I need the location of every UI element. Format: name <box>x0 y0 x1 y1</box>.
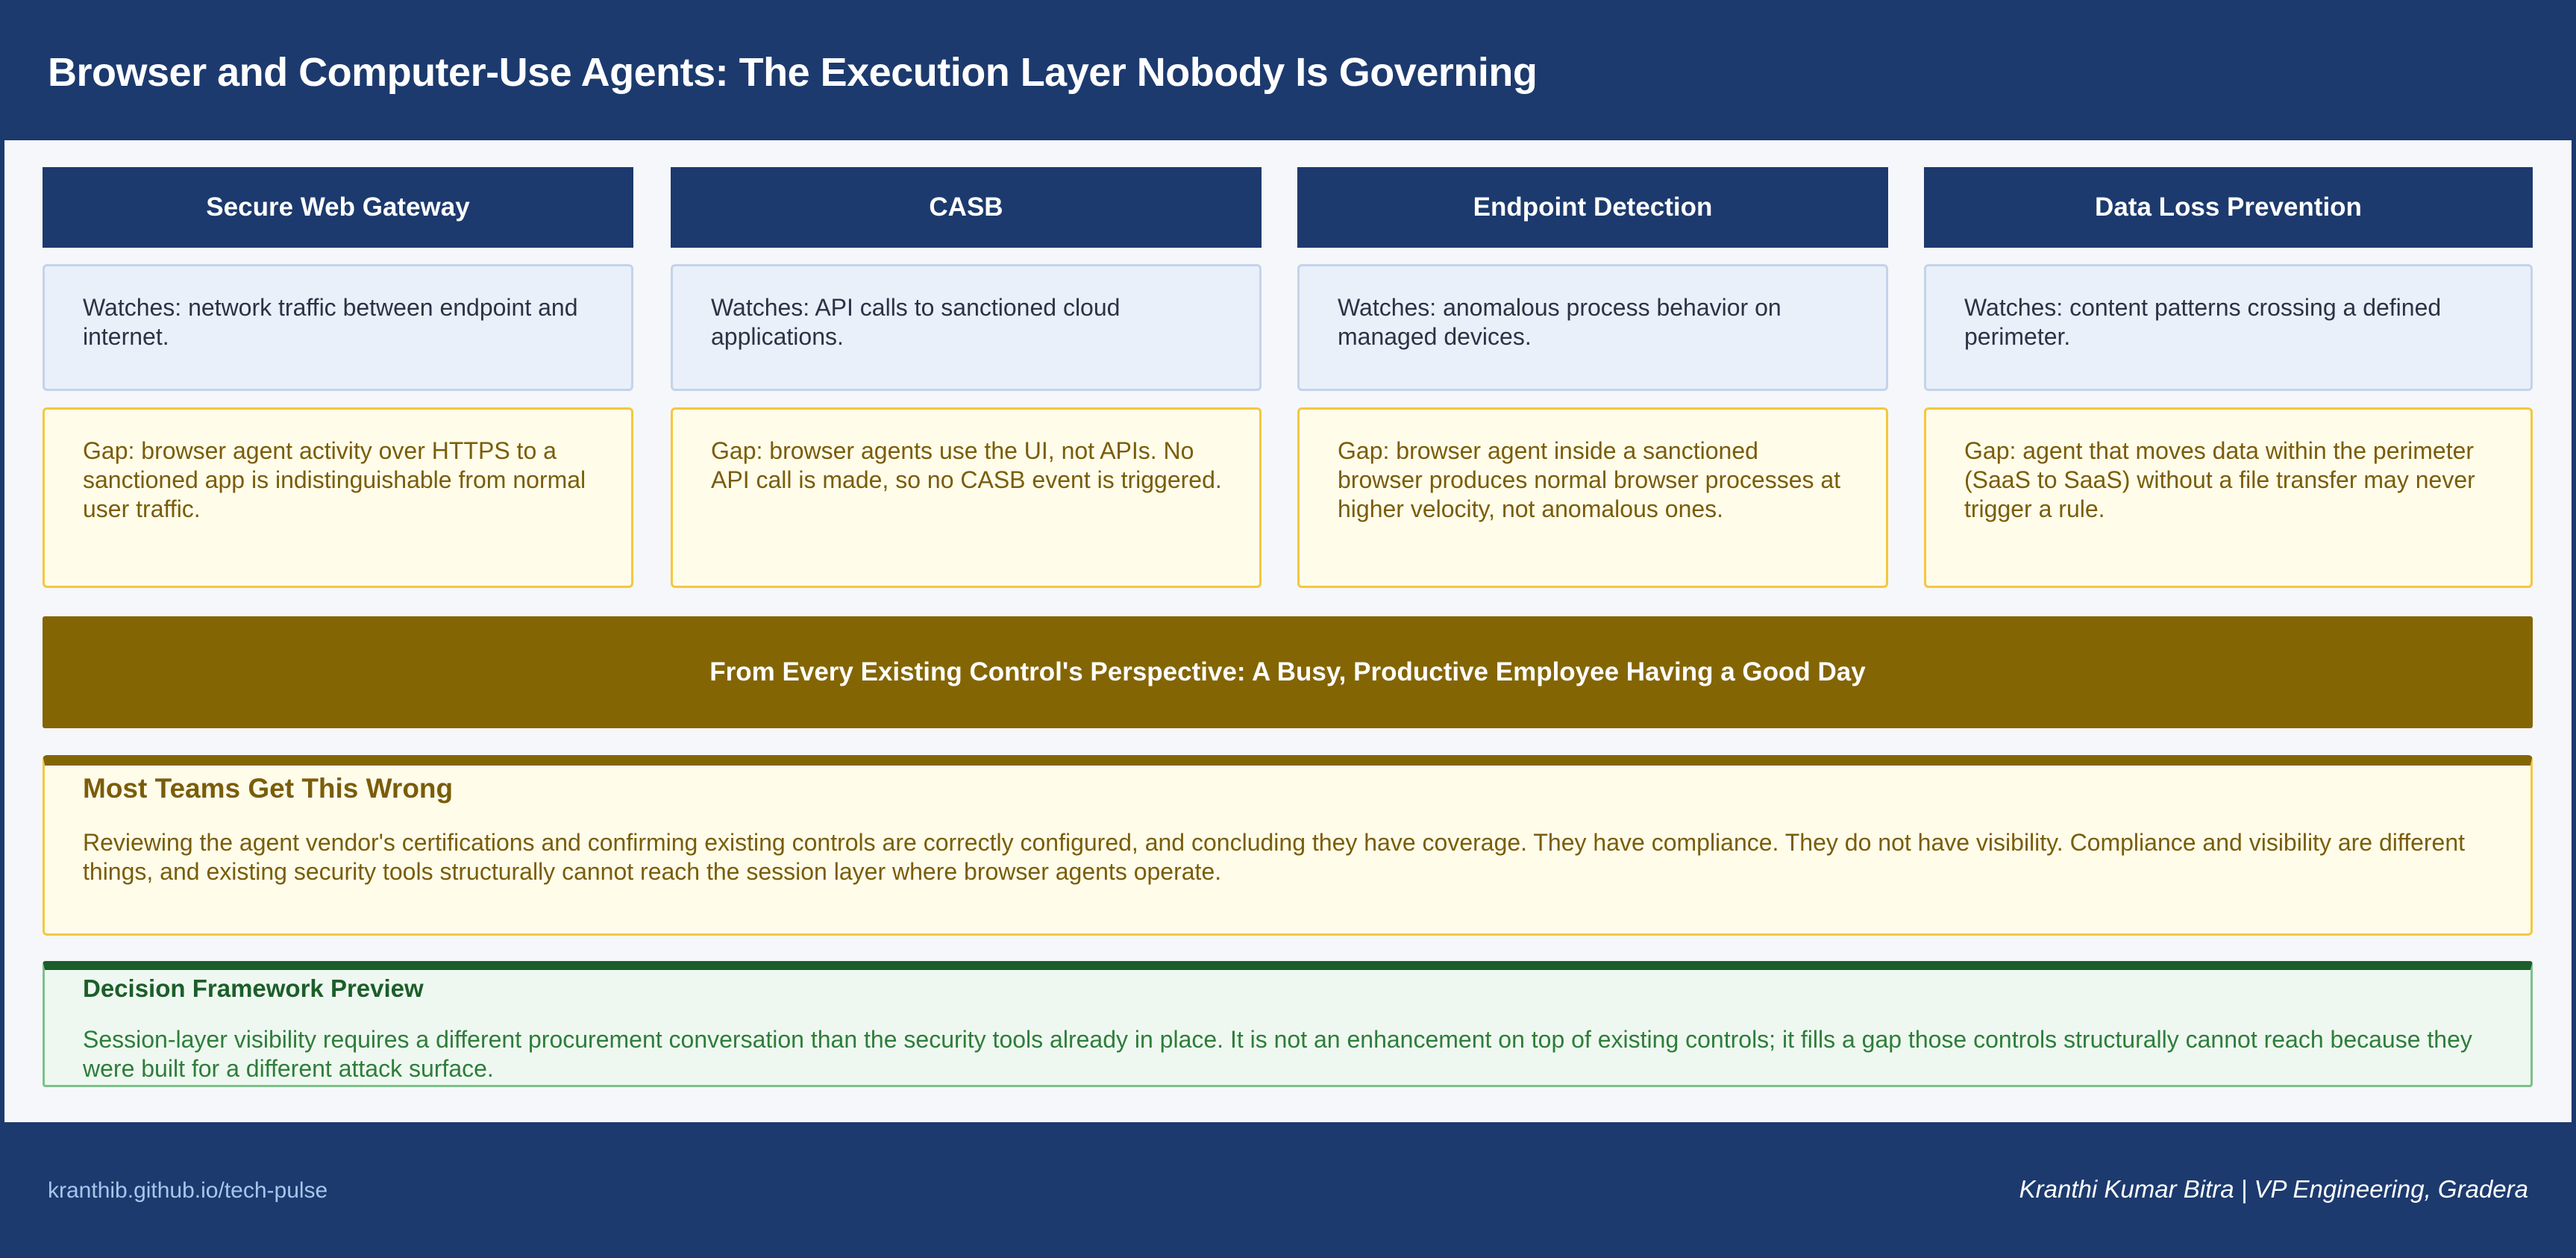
gap-box: Gap: browser agent activity over HTTPS to a sanctioned app is indistinguishable from normal user traffic. <box>43 407 633 588</box>
callout-title: Most Teams Get This Wrong <box>83 773 454 804</box>
footer-author: Kranthi Kumar Bitra | VP Engineering, Gradera <box>2019 1175 2528 1203</box>
watches-box: Watches: network traffic between endpoint and internet. <box>43 264 633 391</box>
control-header: CASB <box>671 167 1262 248</box>
gap-box: Gap: browser agent inside a sanctioned browser produces normal browser processes at higher velocity, not anomalous ones. <box>1297 407 1888 588</box>
header-bar <box>0 0 2576 140</box>
page-title: Browser and Computer-Use Agents: The Execution Layer Nobody Is Governing <box>48 50 1538 95</box>
watches-box: Watches: anomalous process behavior on managed devices. <box>1297 264 1888 391</box>
control-header: Secure Web Gateway <box>43 167 633 248</box>
callout-body: Reviewing the agent vendor's certifications and confirming existing controls are correctly configured, and concluding they have coverage. They have compliance. They do not have visibility. Compliance and visibility are different things, and existing security tools structurally cannot reach the session layer where browser agents operate. <box>83 829 2466 885</box>
perspective-banner: From Every Existing Control's Perspective: A Busy, Productive Employee Having a Good Day <box>43 616 2533 728</box>
control-header: Data Loss Prevention <box>1924 167 2533 248</box>
footer-url: kranthib.github.io/tech-pulse <box>48 1178 328 1203</box>
watches-box: Watches: API calls to sanctioned cloud applications. <box>671 264 1262 391</box>
callout-decision-framework <box>43 961 2533 1087</box>
watches-box: Watches: content patterns crossing a defined perimeter. <box>1924 264 2533 391</box>
main-panel <box>4 140 2572 1122</box>
gap-box: Gap: agent that moves data within the perimeter (SaaS to SaaS) without a file transfer may never trigger a rule. <box>1924 407 2533 588</box>
control-header: Endpoint Detection <box>1297 167 1888 248</box>
callout-most-teams-wrong <box>43 755 2533 936</box>
callout-body: Session-layer visibility requires a different procurement conversation than the security tools already in place. It is not an enhancement on top of existing controls; it fills a gap those controls structurally cannot reach because they were built for a different attack surface. <box>83 1026 2472 1082</box>
gap-box: Gap: browser agents use the UI, not APIs. No API call is made, so no CASB event is triggered. <box>671 407 1262 588</box>
callout-title: Decision Framework Preview <box>83 974 424 1002</box>
